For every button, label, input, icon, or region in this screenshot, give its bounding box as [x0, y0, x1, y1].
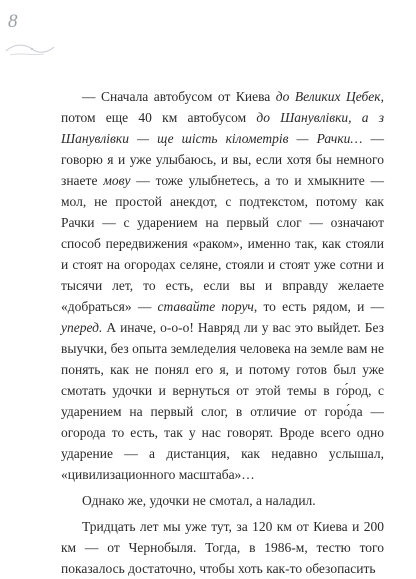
text-run: А иначе, о-о-о! Навряд ли у вас это выйдет. Без выучки, без опыта земледелия человека на земле вам не понять, как не понял его я, и потому готов был уже смотать удочки и вернуться от этой темы в го́род, с ударением на первый слог, в отличие от горо́да — огорода то есть, так у нас говорят. Вроде всего одно ударение — а дистанция, как недавно услышал, «цивилизационного масштаба»…: [61, 320, 384, 482]
italic-run: до Великих Цебек: [275, 89, 381, 104]
body-text: [61, 86, 384, 579]
text-run: , то есть рядом, и —: [253, 299, 384, 314]
text-run: Однако же, удочки не смотал, а наладил.: [82, 493, 316, 508]
italic-run: мову: [103, 173, 131, 188]
text-run: — говорю я и уже улыбаюсь, и вы, если хотя бы немного знаете: [61, 131, 385, 188]
text-run: — Сначала автобусом от Киева: [82, 89, 276, 104]
page-number: 8: [8, 11, 18, 32]
paragraph: [61, 516, 384, 579]
text-run: — тоже улыбнетесь, а то и хмыкните — мол, не простой анекдот, с подтекстом, потому как Рачки — с ударением на первый слог — означают способ передвижения «раком», именно так, как стояли и стоят на огородах селяне, стояли и стоят уже сотни и тысячи лет, то есть, если вы и вправду желаете «добраться» —: [61, 173, 384, 314]
text-run: Тридцать лет мы уже тут, за 120 км от Киева и 200 км — от Чернобыля. Тогда, в 1986-м, тестю того показалось достаточно, чтобы хоть как-то обезопасить: [61, 519, 384, 576]
italic-run: ставайте поруч: [157, 299, 254, 314]
italic-run: уперед.: [61, 320, 103, 335]
italic-run: до Шанувлівки, а з Шанувлівки — ще шість кілометрів — Рачки…: [61, 110, 385, 146]
paragraph: [61, 86, 384, 485]
text-run: , потом еще 40 км автобусом: [61, 89, 384, 125]
paragraph: [61, 490, 384, 511]
page-ornament-flourish: [2, 36, 58, 62]
